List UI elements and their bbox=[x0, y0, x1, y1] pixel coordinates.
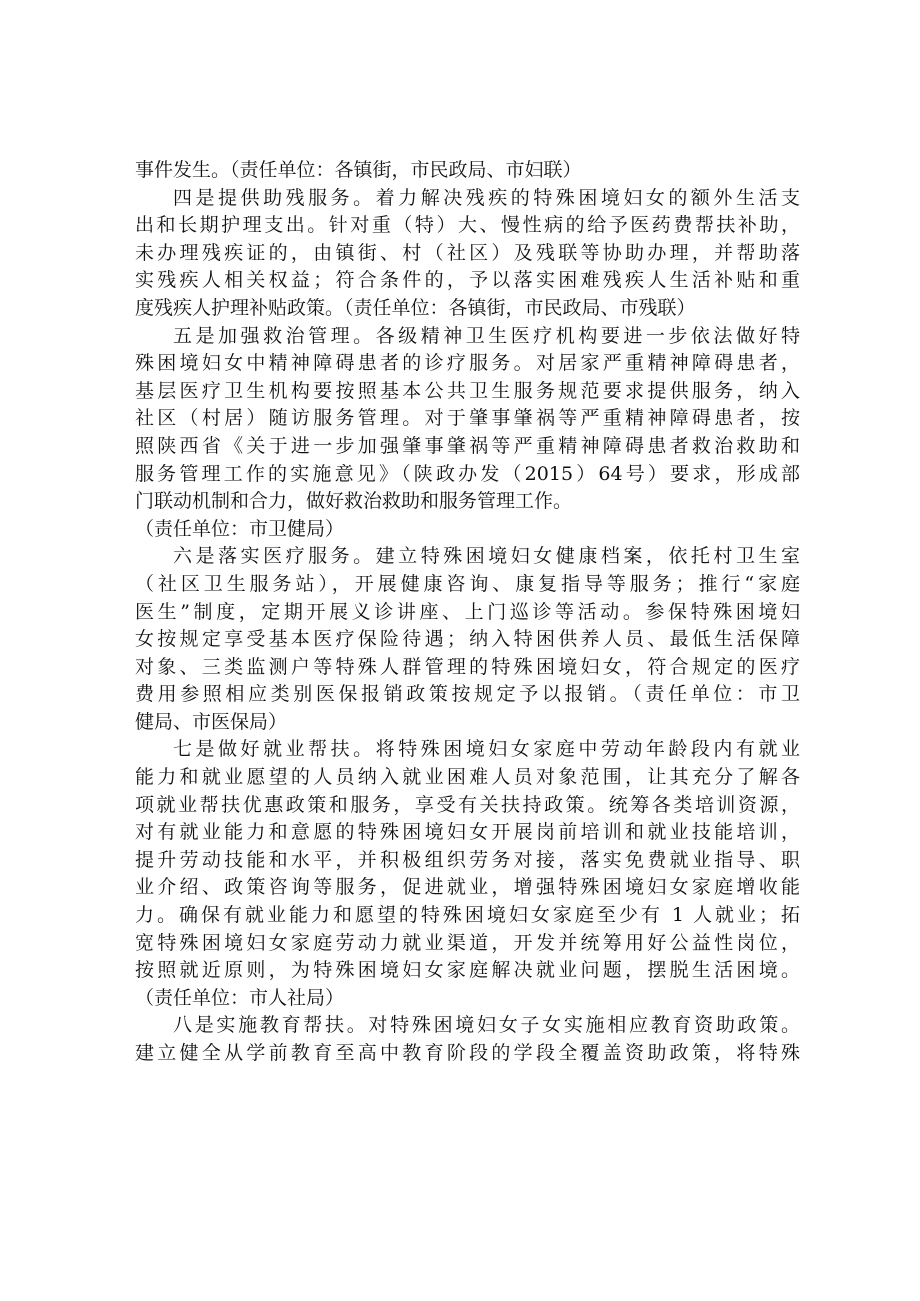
document-line: 业介绍、政策咨询等服务，促进就业，增强特殊困境妇女家庭增收能 bbox=[135, 876, 800, 899]
document-line: 提升劳动技能和水平，并积极组织劳务对接，落实免费就业指导、职 bbox=[135, 848, 800, 871]
document-line: 七是做好就业帮扶。将特殊困境妇女家庭中劳动年龄段内有就业 bbox=[173, 738, 800, 761]
document-line: 出和长期护理支出。针对重（特）大、慢性病的给予医药费帮扶补助， bbox=[135, 214, 800, 237]
document-line: 对象、三类监测户等特殊人群管理的特殊困境妇女，符合规定的医疗 bbox=[135, 655, 800, 678]
document-line: 八是实施教育帮扶。对特殊困境妇女子女实施相应教育资助政策。 bbox=[173, 1014, 800, 1037]
document-line: 项就业帮扶优惠政策和服务，享受有关扶持政策。统筹各类培训资源， bbox=[135, 793, 800, 816]
document-line: 门联动机制和合力，做好救治救助和服务管理工作。 bbox=[135, 490, 573, 513]
document-line: 实残疾人相关权益；符合条件的，予以落实困难残疾人生活补贴和重 bbox=[135, 269, 800, 292]
document-body-text bbox=[135, 157, 800, 1068]
document-line: 殊困境妇女中精神障碍患者的诊疗服务。对居家严重精神障碍患者， bbox=[135, 352, 800, 375]
document-line: （责任单位：市卫健局） bbox=[135, 517, 345, 540]
document-line: 费用参照相应类别医保报销政策按规定予以报销。（责任单位：市卫 bbox=[135, 683, 800, 706]
document-line: 照陕西省《关于进一步加强肇事肇祸等严重精神障碍患者救治救助和 bbox=[135, 434, 800, 457]
document-line: 四是提供助残服务。着力解决残疾的特殊困境妇女的额外生活支 bbox=[173, 186, 800, 209]
document-line: 度残疾人护理补贴政策。（责任单位：各镇街，市民政局、市残联） bbox=[135, 296, 696, 319]
document-line: 五是加强救治管理。各级精神卫生医疗机构要进一步依法做好特 bbox=[173, 324, 800, 347]
document-line: 事件发生。（责任单位：各镇街，市民政局、市妇联） bbox=[135, 159, 582, 181]
document-line: 基层医疗卫生机构要按照基本公共卫生服务规范要求提供服务，纳入 bbox=[135, 379, 800, 402]
document-line: 对有就业能力和意愿的特殊困境妇女开展岗前培训和就业技能培训， bbox=[135, 821, 800, 844]
document-line: 力。确保有就业能力和愿望的特殊困境妇女家庭至少有 1 人就业；拓 bbox=[135, 904, 800, 927]
document-line: 能力和就业愿望的人员纳入就业困难人员对象范围，让其充分了解各 bbox=[135, 766, 800, 789]
document-line: 六是落实医疗服务。建立特殊困境妇女健康档案，依托村卫生室 bbox=[173, 545, 800, 568]
document-line: 女按规定享受基本医疗保险待遇；纳入特困供养人员、最低生活保障 bbox=[135, 628, 800, 651]
document-line: 服务管理工作的实施意见》（陕政办发（2015）64号）要求，形成部 bbox=[135, 462, 800, 485]
document-line: （社区卫生服务站），开展健康咨询、康复指导等服务；推行“家庭 bbox=[135, 572, 800, 595]
document-line: 宽特殊困境妇女家庭劳动力就业渠道，开发并统筹用好公益性岗位， bbox=[135, 931, 800, 954]
document-line: 医生”制度，定期开展义诊讲座、上门巡诊等活动。参保特殊困境妇 bbox=[135, 600, 800, 623]
document-line: 建立健全从学前教育至高中教育阶段的学段全覆盖资助政策，将特殊 bbox=[135, 1042, 800, 1064]
document-line: （责任单位：市人社局） bbox=[135, 986, 345, 1009]
document-line: 社区（村居）随访服务管理。对于肇事肇祸等严重精神障碍患者，按 bbox=[135, 407, 800, 430]
document-line: 按照就近原则，为特殊困境妇女家庭解决就业问题，摆脱生活困境。 bbox=[135, 959, 800, 982]
document-line: 未办理残疾证的，由镇街、村（社区）及残联等协助办理，并帮助落 bbox=[135, 241, 800, 264]
document-line: 健局、市医保局） bbox=[135, 710, 288, 733]
